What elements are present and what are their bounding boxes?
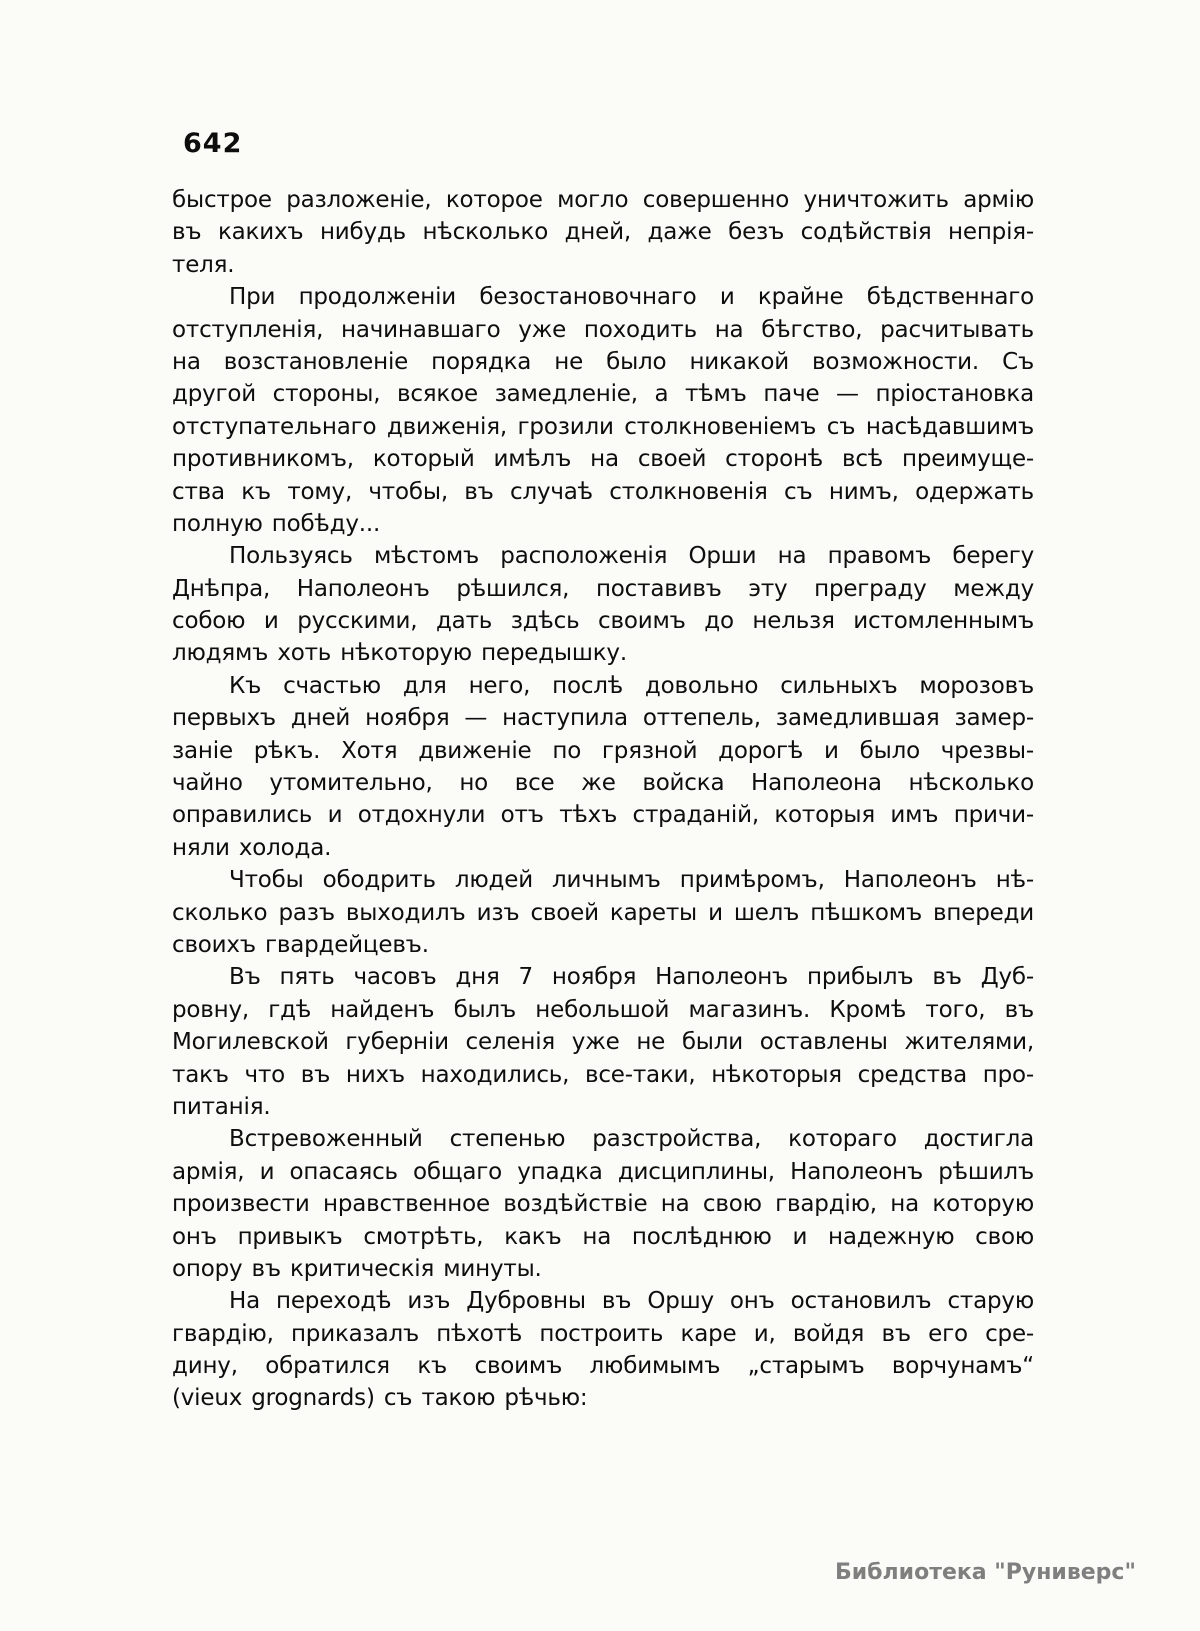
text-line: своихъ гвардейцевъ. xyxy=(172,931,429,958)
text-line: заніе рѣкъ. Хотя движеніе по грязной дорогѣ и было чрезвы- xyxy=(172,737,1034,764)
text-line: полную побѣду... xyxy=(172,510,381,537)
text-line: собою и русскими, дать здѣсь своимъ до нельзя истомленнымъ xyxy=(172,608,1034,635)
paragraph xyxy=(172,961,1034,1123)
text-line: быстрое разложеніе, которое могло совершенно уничтожить армію xyxy=(172,187,1034,213)
text-line: ства къ тому, чтобы, въ случаѣ столкновенія съ нимъ, одержать xyxy=(172,478,1034,505)
text-line: На переходѣ изъ Дубровны въ Оршу онъ остановилъ старую xyxy=(229,1288,1034,1315)
paragraph xyxy=(172,281,1034,540)
text-line: онъ привыкъ смотрѣть, какъ на послѣднюю и надежную свою xyxy=(172,1223,1034,1250)
text-line: сколько разъ выходилъ изъ своей кареты и шелъ пѣшкомъ впереди xyxy=(172,899,1034,926)
text-line: (vieux grognards) съ такою рѣчью: xyxy=(172,1385,588,1412)
text-line: Встревоженный степенью разстройства, котораго достигла xyxy=(229,1126,1034,1153)
library-watermark: Библиотека "Руниверс" xyxy=(835,1560,1136,1585)
text-line: людямъ хоть нѣкоторую передышку. xyxy=(172,640,627,667)
text-line: Могилевской губерніи селенія уже не были оставлены жителями, xyxy=(172,1029,1034,1056)
text-line: дину, обратился къ своимъ любимымъ „старымъ ворчунамъ“ xyxy=(172,1353,1034,1380)
text-line: въ какихъ нибудь нѣсколько дней, даже безъ содѣйствія непрія- xyxy=(172,219,1034,246)
text-line: При продолженіи безостановочнаго и крайне бѣдственнаго xyxy=(229,284,1034,311)
text-line: питанія. xyxy=(172,1093,271,1120)
text-line: на возстановленіе порядка не было никакой возможности. Съ xyxy=(172,348,1034,375)
text-line: другой стороны, всякое замедленіе, а тѣмъ паче — пріостановка xyxy=(172,381,1034,408)
paragraph xyxy=(172,1123,1034,1285)
text-line: отступленія, начинавшаго уже походить на бѣгство, расчитывать xyxy=(172,316,1034,343)
text-line: теля. xyxy=(172,251,235,278)
text-block xyxy=(172,184,1034,1415)
text-line: армія, и опасаясь общаго упадка дисциплины, Наполеонъ рѣшилъ xyxy=(172,1158,1034,1185)
text-line: оправились и отдохнули отъ тѣхъ страданій, которыя имъ причи- xyxy=(172,802,1034,829)
text-line: Къ счастью для него, послѣ довольно сильныхъ морозовъ xyxy=(229,672,1034,699)
page-number: 642 xyxy=(183,128,243,159)
text-line: произвести нравственное воздѣйствіе на свою гвардію, на которую xyxy=(172,1191,1034,1218)
text-line: гвардію, приказалъ пѣхотѣ построить каре и, войдя въ его сре- xyxy=(172,1320,1034,1347)
text-line: отступательнаго движенія, грозили столкновеніемъ съ насѣдавшимъ xyxy=(172,413,1034,440)
text-line: опору въ критическія минуты. xyxy=(172,1255,542,1282)
text-line: Днѣпра, Наполеонъ рѣшился, поставивъ эту преграду между xyxy=(172,575,1034,602)
text-line: противникомъ, который имѣлъ на своей сторонѣ всѣ преимуще- xyxy=(172,446,1034,473)
paragraph xyxy=(172,1285,1034,1415)
text-line: ровну, гдѣ найденъ былъ небольшой магазинъ. Кромѣ того, въ xyxy=(172,996,1034,1023)
paragraph xyxy=(172,184,1034,281)
text-line: Пользуясь мѣстомъ расположенія Орши на правомъ берегу xyxy=(229,543,1034,570)
text-line: Въ пять часовъ дня 7 ноября Наполеонъ прибылъ въ Дуб- xyxy=(229,964,1034,991)
text-line: няли холода. xyxy=(172,834,332,861)
text-line: чайно утомительно, но все же войска Наполеона нѣсколько xyxy=(172,770,1034,797)
paragraph xyxy=(172,540,1034,670)
paragraph xyxy=(172,670,1034,864)
text-line: такъ что въ нихъ находились, все-таки, нѣкоторыя средства про- xyxy=(172,1061,1034,1088)
text-line: первыхъ дней ноября — наступила оттепель, замедлившая замер- xyxy=(172,705,1034,732)
text-line: Чтобы ободрить людей личнымъ примѣромъ, Наполеонъ нѣ- xyxy=(229,867,1034,894)
paragraph xyxy=(172,864,1034,961)
